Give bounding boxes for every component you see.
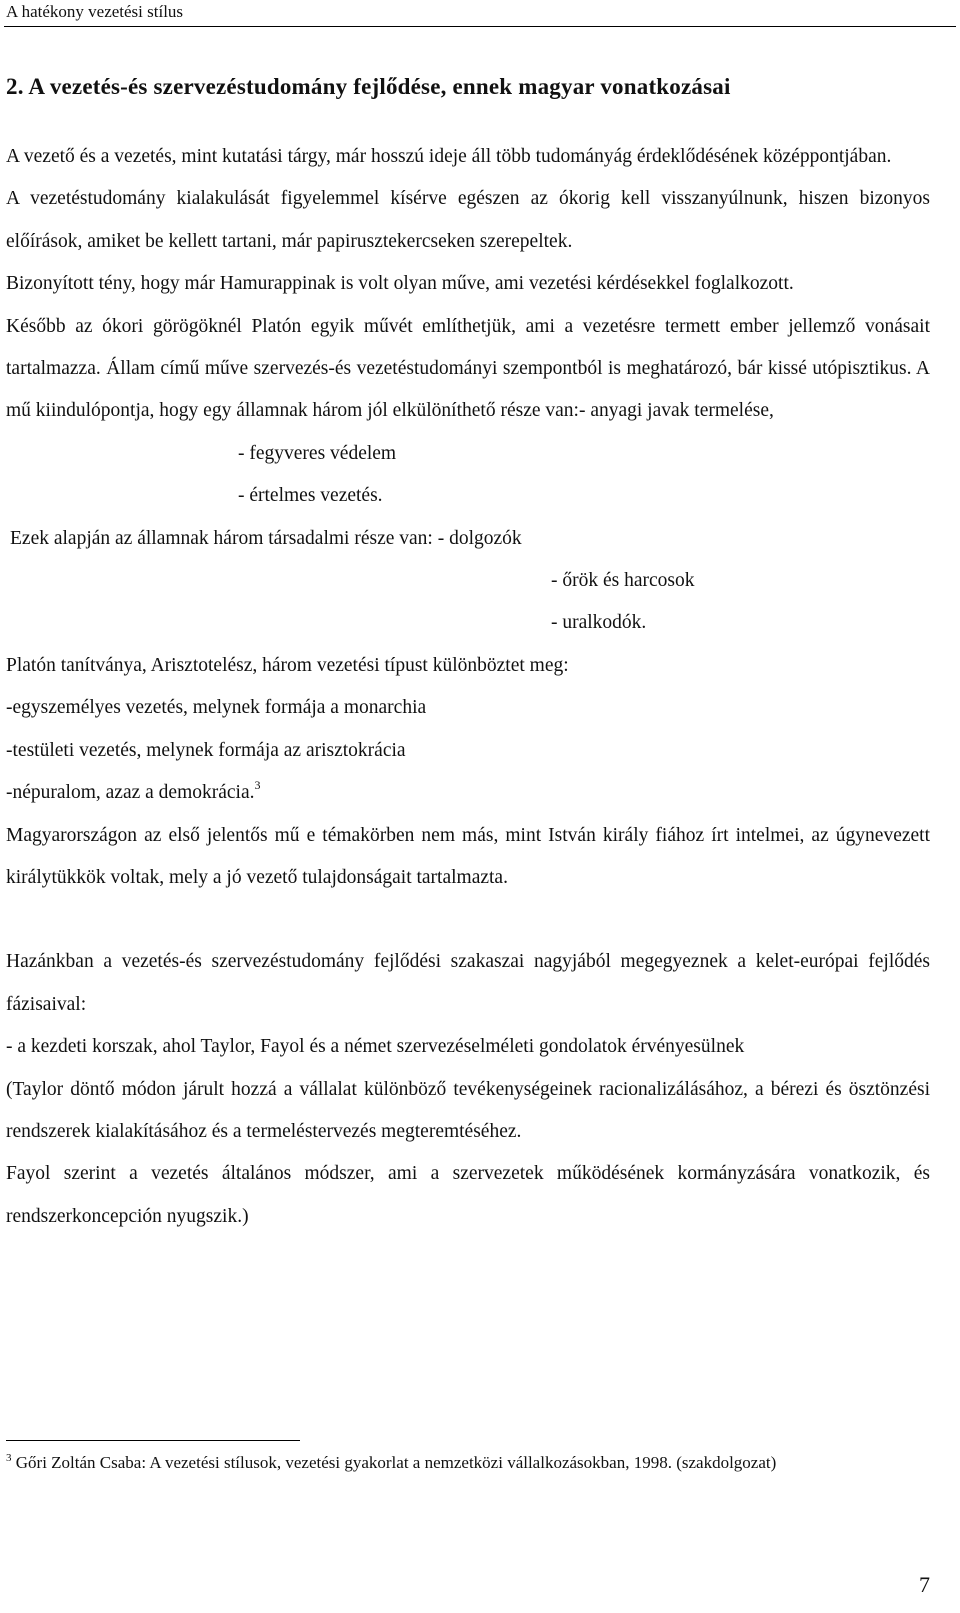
paragraph-plato: Később az ókori görögöknél Platón egyik művét említhetjük, ami a vezetésre termett ember jellemző vonásait tartalmazza. Állam című műve szervezés-és vezetéstudományi szempontból is meghatározó, bár kissé utópisztikus. A mű kiindulópontja, hogy egy államnak három jól elkülöníthető része van:- anyagi javak termelése, [6, 315, 930, 422]
body-text [6, 136, 930, 1238]
section-heading: 2. A vezetés-és szervezéstudomány fejlődése, ennek magyar vonatkozásai [6, 74, 731, 99]
list-item-state-part: - értelmes vezetés. [238, 485, 383, 507]
paragraph-initial-era: - a kezdeti korszak, ahol Taylor, Fayol és a német szervezéselméleti gondolatok érvényesülnek [6, 1036, 745, 1058]
paragraph-gap [6, 899, 930, 941]
footnote-reference[interactable]: 3 [254, 778, 261, 793]
leadership-type-text: -népuralom, azaz a demokrácia. [6, 782, 255, 804]
header-rule [4, 26, 956, 27]
footnote [6, 1450, 906, 1476]
list-item-leadership-type: -testületi vezetés, melynek formája az arisztokrácia [6, 739, 406, 761]
list-item-state-part: - fegyveres védelem [238, 442, 397, 464]
paragraph-ancient: A vezetéstudomány kialakulását figyelemmel kísérve egészen az ókorig kell visszanyúlnunk, hiszen bizonyos előírások, amiket be kellett tartani, már papirusztekercseken szerepeltek. [6, 188, 930, 252]
running-header: A hatékony vezetési stílus [6, 2, 184, 21]
footnote-rule [6, 1440, 300, 1441]
paragraph-hammurabi: Bizonyított tény, hogy már Hamurappinak is volt olyan műve, ami vezetési kérdésekkel foglalkozott. [6, 273, 794, 295]
paragraph-fayol: Fayol szerint a vezetés általános módszer, ami a szervezetek működésének kormányzására vonatkozik, és rendszerkoncepción nyugszik.) [6, 1163, 930, 1227]
paragraph-aristotle: Platón tanítványa, Arisztotelész, három vezetési típust különböztet meg: [6, 654, 569, 676]
paragraph-social-intro: Ezek alapján az államnak három társadalmi része van: - dolgozók [10, 527, 522, 549]
list-item-social-part: - őrök és harcosok [551, 570, 695, 592]
list-item-leadership-type [6, 772, 930, 814]
list-item-leadership-type: -egyszemélyes vezetés, melynek formája a monarchia [6, 697, 427, 719]
list-item-social-part: - uralkodók. [551, 612, 647, 634]
page-number: 7 [919, 1572, 930, 1597]
paragraph-phases: Hazánkban a vezetés-és szervezéstudomány fejlődési szakaszai nagyjából megegyeznek a kelet-európai fejlődés fázisaival: [6, 951, 930, 1015]
paragraph-hungary: Magyarországon az első jelentős mű e témakörben nem más, mint István király fiához írt intelmei, az úgynevezett királytükkök voltak, mely a jó vezető tulajdonságait tartalmazta. [6, 824, 930, 888]
footnote-number: 3 [6, 1452, 12, 1464]
paragraph-intro: A vezető és a vezetés, mint kutatási tárgy, már hosszú ideje áll több tudományág érdeklődésének középpontjában. [6, 146, 892, 167]
paragraph-taylor: (Taylor döntő módon járult hozzá a vállalat különböző tevékenységeinek racionalizálásához, a bérezi és ösztönzési rendszerek kialakításához és a termeléstervezés megteremtéséhez. [6, 1078, 930, 1142]
footnote-text: Gőri Zoltán Csaba: A vezetési stílusok, vezetési gyakorlat a nemzetközi vállalkozásokban, 1998. (szakdolgozat) [15, 1453, 777, 1472]
